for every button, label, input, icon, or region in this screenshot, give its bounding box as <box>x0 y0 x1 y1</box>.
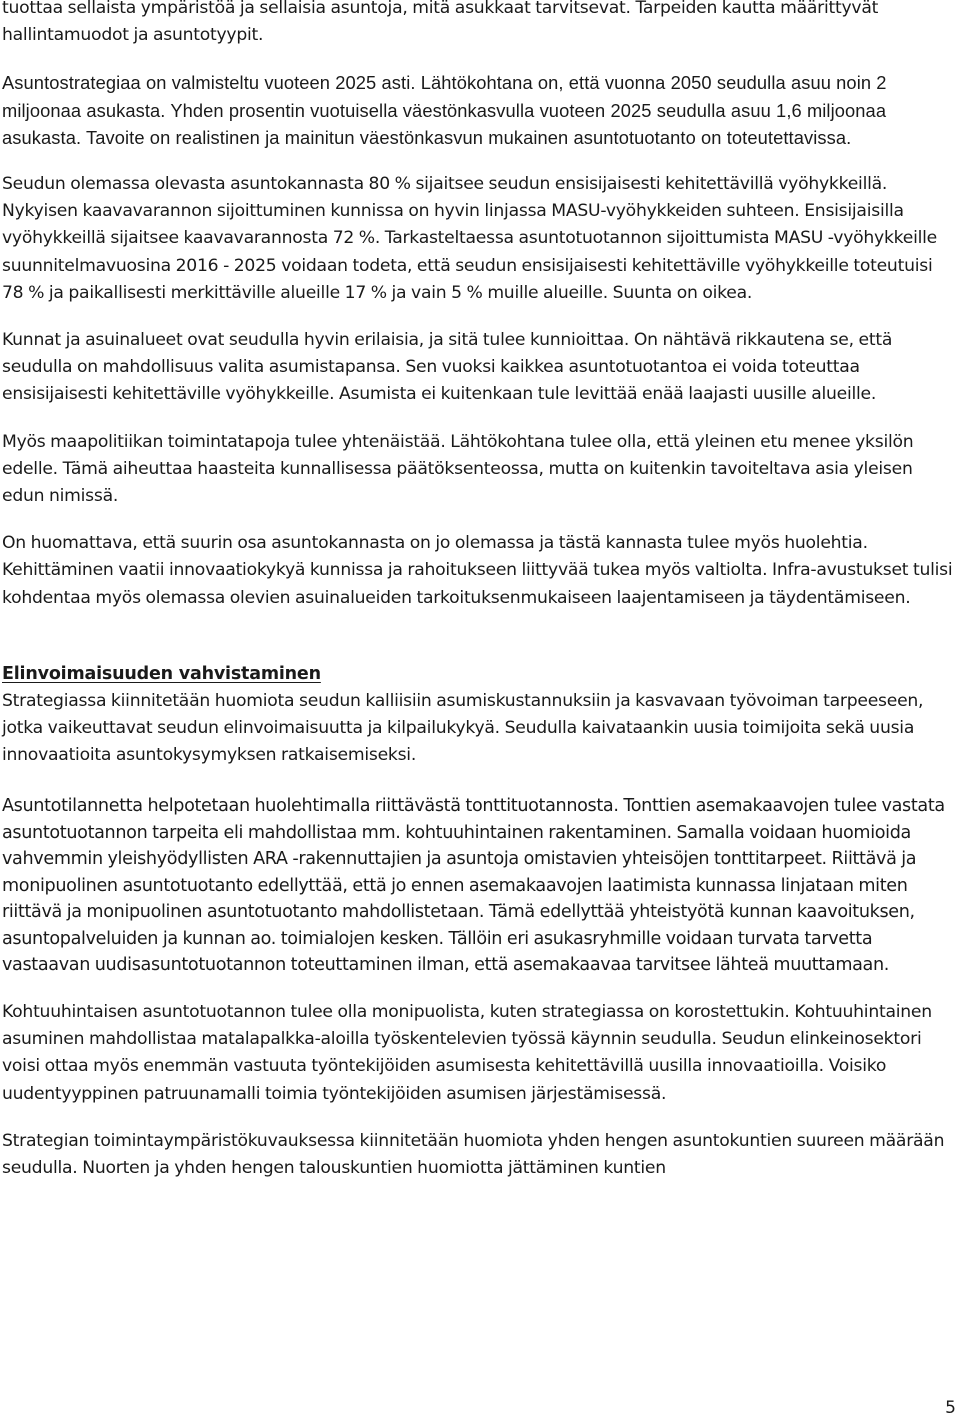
paragraph-3: Seudun olemassa olevasta asuntokannasta 80 % sijaitsee seudun ensisijaisesti kehitettävillä vyöhykkeillä. Nykyisen kaavavarannon sijoittuminen kunnissa on hyvin linjassa MASU-vyöhykkeiden suhteen. Ensisijaisilla vyöhykkeillä sijaitsee kaavavarannosta 72 %. Tarkasteltaessa asuntotuotannon sijoittumista MASU -vyöhykkeille suunnitelmavuosina 2016 - 2025 voidaan todeta, että seudun ensisijaisesti kehitettäville vyöhykkeille toteutuisi 78 % ja paikallisesti merkittäville alueille 17 % ja vain 5 % muille alueille. Suunta on oikea. <box>2 174 937 303</box>
paragraph-4: Kunnat ja asuinalueet ovat seudulla hyvin erilaisia, ja sitä tulee kunnioittaa. On nähtävä rikkautena se, että seudulla on mahdollisuus valita asumistapansa. Sen vuoksi kaikkea asuntotuotantoa ei voida toteuttaa ensisijaisesti kehitettäville vyöhykkeille. Asumista ei kuitenkaan tule levittää enää laajasti uusille alueille. <box>2 330 893 405</box>
paragraph-10: Strategian toimintaympäristökuvauksessa kiinnitetään huomiota yhden hengen asuntokuntien suureen määrään seudulla. Nuorten ja yhden hengen talouskuntien huomiotta jättäminen kuntien <box>2 1130 945 1178</box>
paragraph-9: Kohtuuhintaisen asuntotuotannon tulee olla monipuolista, kuten strategiassa on korostettukin. Kohtuuhintainen asuminen mahdollistaa matalapalkka-aloilla työskentelevien työssä käynnin seudulla. Seudun elinkeinosektori voisi ottaa myös enemmän vastuuta työntekijöiden asumisesta kehitettävillä uusilla innovaatioilla. Voisiko uudentyyppinen patruunamalli toimia työntekijöiden asumisen järjestämisessä. <box>2 1001 932 1104</box>
paragraph-6: On huomattava, että suurin osa asuntokannasta on jo olemassa ja tästä kannasta tulee myös huolehtia. Kehittäminen vaatii innovaatiokykyä kunnissa ja rahoitukseen liittyvää tukea myös valtiolta. Infra-avustukset tulisi kohdentaa myös olemassa olevien asuinalueiden tarkoituksenmukaiseen laajentamiseen ja täydentämiseen. <box>2 533 953 608</box>
paragraph-2: Asuntostrategiaa on valmisteltu vuoteen 2025 asti. Lähtökohtana on, että vuonna 2050 seudulla asuu noin 2 miljoonaa asukasta. Yhden prosentin vuotuisella väestönkasvulla vuoteen 2025 seudulla asuu 1,6 miljoonaa asukasta. Tavoite on realistinen ja mainitun väestönkasvun mukainen asuntotuotanto on toteutettavissa. <box>2 72 887 148</box>
paragraph-1: tuottaa sellaista ympäristöä ja sellaisia asuntoja, mitä asukkaat tarvitsevat. Tarpeiden kautta määrittyvät hallintamuodot ja asuntotyypit. <box>2 0 879 46</box>
document-page <box>2 0 958 1182</box>
paragraph-8: Asuntotilannetta helpotetaan huolehtimalla riittävästä tonttituotannosta. Tonttien asemakaavojen tulee vastata asuntotuotannon tarpeita eli mahdollistaa mm. kohtuuhintainen rakentaminen. Samalla voidaan huomioida vahvemmin yleishyödyllisten ARA -rakennuttajien ja asuntoja omistavien yhteisöjen tonttitarpeet. Riittävä ja monipuolinen asuntotuotanto edellyttää, että jo ennen asemakaavojen laatimista kunnassa linjataan miten riittävä ja monipuolinen asuntotuotanto mahdollistetaan. Tämä edellyttää yhteistyötä kunnan kaavoituksen, asuntopalveluiden ja kunnan ao. toimialojen kesken. Tällöin eri asukasryhmille voidaan turvata tarvetta vastaavan uudisasuntotuotannon toteuttaminen ilman, että asemakaavaa tarvitsee lähteä muuttamaan. <box>2 796 945 976</box>
paragraph-5: Myös maapolitiikan toimintatapoja tulee yhtenäistää. Lähtökohtana tulee olla, että yleinen etu menee yksilön edelle. Tämä aiheuttaa haasteita kunnallisessa päätöksenteossa, mutta on kuitenkin tavoiteltava asia yleisen edun nimissä. <box>2 431 914 507</box>
page-number: 5 <box>945 1398 956 1418</box>
section-heading: Elinvoimaisuuden vahvistaminen <box>2 663 321 684</box>
paragraph-7: Strategiassa kiinnitetään huomiota seudun kalliisiin asumiskustannuksiin ja kasvavaan työvoiman tarpeeseen, jotka vaikeuttavat seudun elinvoimaisuutta ja kilpailukykyä. Seudulla kaivataankin uusia toimijoita sekä uusia innovaatioita asuntokysymyksen ratkaisemiseksi. <box>2 690 924 766</box>
